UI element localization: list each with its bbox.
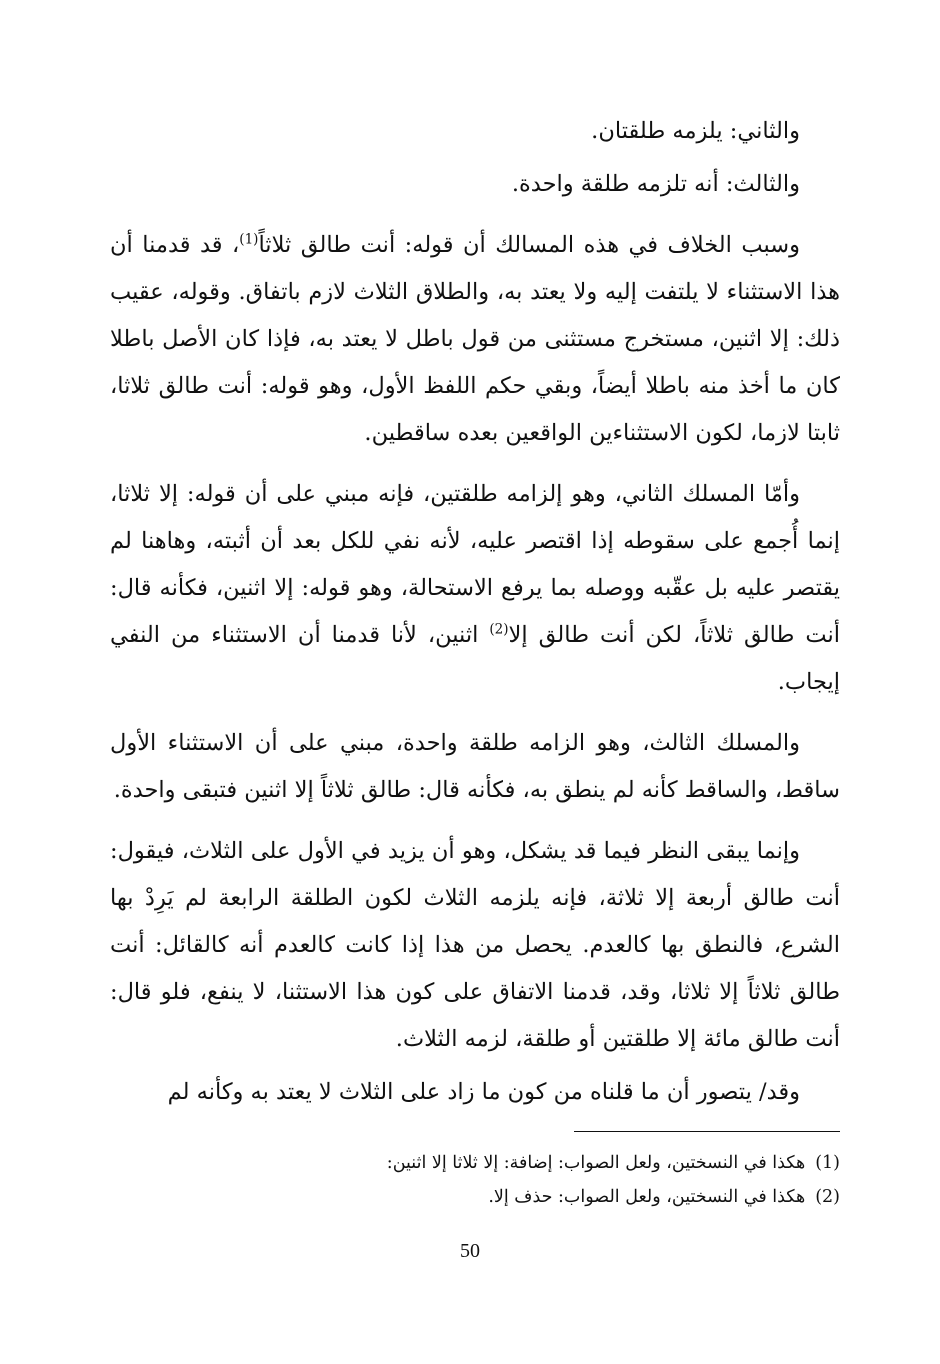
- main-text: [110, 108, 840, 1116]
- paragraph-4: [110, 471, 840, 706]
- paragraph-2: والثالث: أنه تلزمه طلقة واحدة.: [511, 171, 800, 197]
- footnote-text: هكذا في النسختين، ولعل الصواب: حذف إلا.: [488, 1187, 806, 1207]
- paragraph-6: وإنما يبقى النظر فيما قد يشكل، وهو أن يزيد في الأول على الثلاث، فيقول: أنت طالق أربعة إلا ثلاثة، فإنه يلزمه الثلاث لكون الطلقة الرابعة لم يَرِدْ بها الشرع، فالنطق بها كالعدم. يحصل من هذا إذا كانت كالعدم أنه كالقائل: أنت طالق ثلاثاً إلا ثلاثا، وقد، قدمنا الاتفاق على كون هذا الاستثنا، لا ينفع، فلو قال: أنت طالق مائة إلا طلقتين أو طلقة، لزمه الثلاث.: [110, 838, 840, 1052]
- footnote-ref-2: (2): [489, 621, 509, 638]
- footnote-number: (1): [815, 1153, 840, 1173]
- paragraph-7: وقد/ يتصور أن ما قلناه من كون ما زاد على الثلاث لا يعتد به وكأنه لم: [167, 1079, 800, 1105]
- footnote-text: هكذا في النسختين، ولعل الصواب: إضافة: إلا ثلاثا إلا اثنين:: [386, 1153, 806, 1173]
- paragraph-3-text-a: وسبب الخلاف في هذه المسالك أن قوله: أنت طالق ثلاثاً: [258, 232, 800, 258]
- footnote-1: [110, 1146, 840, 1180]
- paragraph-4-text-b: اثنين، لأنا قدمنا أن الاستثناء من النفي إيجاب.: [110, 622, 840, 695]
- footnotes: [110, 1146, 840, 1214]
- footnote-number: (2): [815, 1187, 840, 1207]
- paragraph-5: والمسلك الثالث، وهو الزامه طلقة واحدة، مبني على أن الاستثناء الأول ساقط، والساقط كأنه لم ينطق به، فكأنه قال: طالق ثلاثاً إلا اثنين فتبقى واحدة.: [110, 730, 840, 803]
- paragraph-1: والثاني: يلزمه طلقتان.: [591, 118, 800, 144]
- paragraph-3-text-b: ، قد قدمنا أن هذا الاستثناء لا يلتفت إليه ولا يعتد به، والطلاق الثلاث لازم باتفاق. وقوله، عقيب ذلك: إلا اثنين، مستخرج مستثنى من قول باطل لا يعتد به، فإذا كان الأصل باطلا كان ما أخذ منه باطلا أيضاً، وبقي حكم اللفظ الأول، وهو قوله: أنت طالق ثلاثا، ثابتا لازما، لكون الاستثناءين الواقعين بعده ساقطين.: [110, 232, 840, 446]
- footnote-2: [110, 1180, 840, 1214]
- footnote-separator: [574, 1131, 840, 1132]
- footnote-ref-1: (1): [239, 231, 259, 248]
- page-number: 50: [460, 1240, 480, 1262]
- paragraph-4-text-a: وأمّا المسلك الثاني، وهو إلزامه طلقتين، فإنه مبني على أن قوله: إلا ثلاثا، إنما أُجمع على سقوطه إذا اقتصر عليه، لأنه نفي للكل بعد أن أثبته، وهاهنا لم يقتصر عليه بل عقّبه ووصله بما يرفع الاستحالة، وهو قوله: إلا اثنين، فكأنه قال: أنت طالق ثلاثاً، لكن أنت طالق إلا: [110, 481, 840, 648]
- paragraph-3: [110, 222, 840, 457]
